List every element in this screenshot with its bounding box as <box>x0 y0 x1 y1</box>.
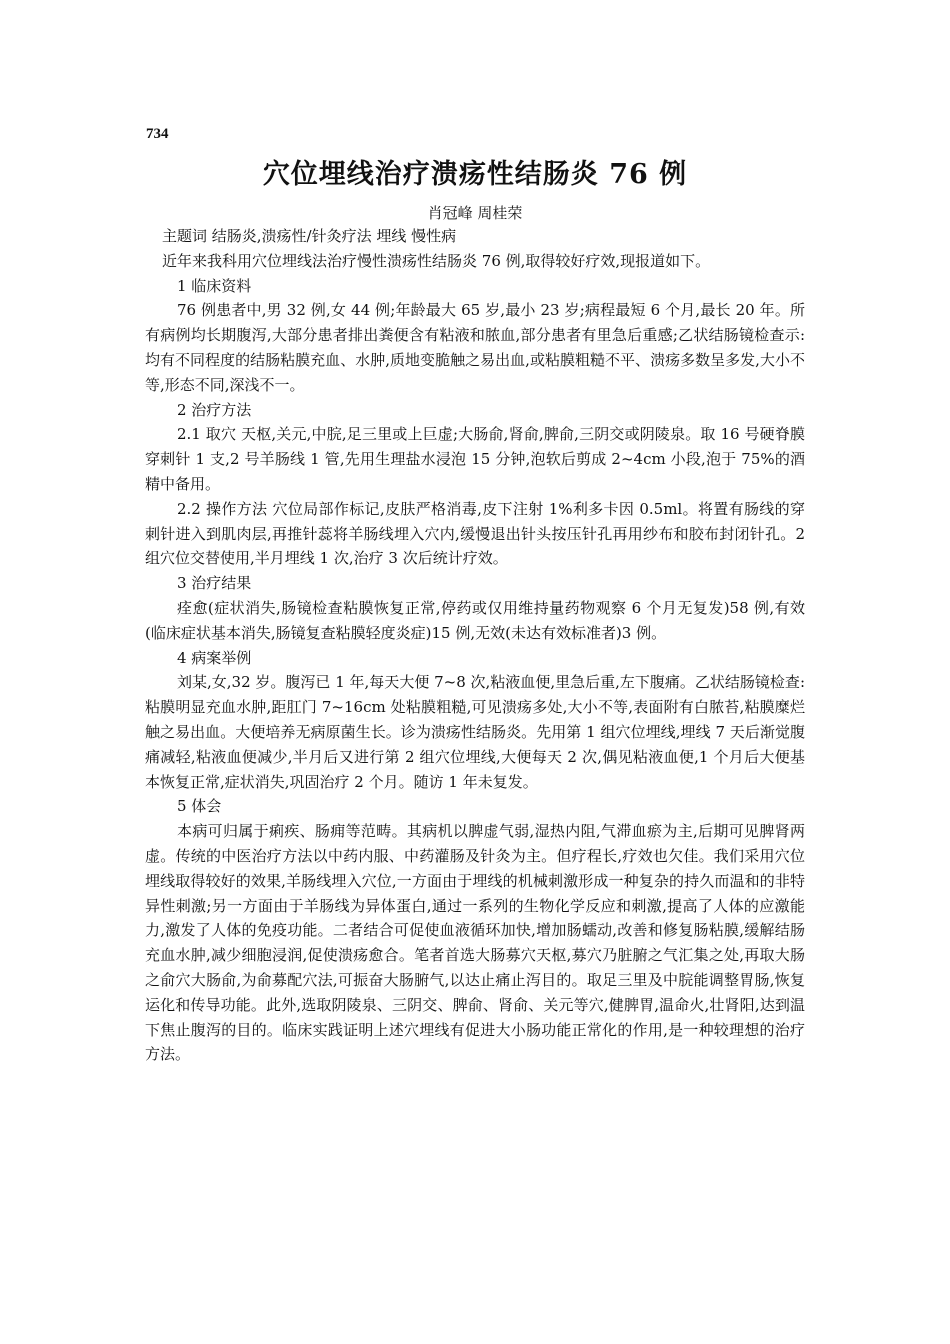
section-heading-clinical: 1 临床资料 <box>177 276 252 295</box>
section-heading-results: 3 治疗结果 <box>177 574 252 593</box>
keywords: 主题词 结肠炎,溃疡性/针灸疗法 埋线 慢性病 <box>162 227 457 245</box>
section-heading-case: 4 病案举例 <box>177 648 252 667</box>
section-heading-discussion: 5 体会 <box>177 797 222 816</box>
method-paragraph-acupoints: 2.1 取穴 天枢,关元,中脘,足三里或上巨虚;大肠俞,肾俞,脾俞,三阴交或阴陵泉。取 16 号硬脊膜穿刺针 1 支,2 号羊肠线 1 管,先用生理盐水浸泡 15 分钟,泡软后剪成 2~4cm 小段,泡于 75%的酒精中备用。 <box>145 425 805 493</box>
article-body <box>145 224 805 1067</box>
article-title: 穴位埋线治疗溃疡性结肠炎 76 例 <box>262 159 688 190</box>
method-paragraph-procedure: 2.2 操作方法 穴位局部作标记,皮肤严格消毒,皮下注射 1%利多卡因 0.5ml。将置有肠线的穿刺针进入到肌肉层,再推针蕊将羊肠线埋入穴内,缓慢退出针头按压针孔再用纱布和胶布封闭针孔。2 组穴位交替使用,半月埋线 1 次,治疗 3 次后统计疗效。 <box>145 499 805 568</box>
authors: 肖冠峰 周桂荣 <box>427 204 523 222</box>
results-paragraph: 痊愈(症状消失,肠镜检查粘膜恢复正常,停药或仅用维持量药物观察 6 个月无复发)58 例,有效(临床症状基本消失,肠镜复查粘膜轻度炎症)15 例,无效(未达有效标准者)3 例。 <box>145 598 805 642</box>
section-heading-method: 2 治疗方法 <box>177 400 252 419</box>
clinical-paragraph: 76 例患者中,男 32 例,女 44 例;年龄最大 65 岁,最小 23 岁;病程最短 6 个月,最长 20 年。所有病例均长期腹泻,大部分患者排出粪便含有粘液和脓血,部分患者有里急后重感;乙状结肠镜检查示:均有不同程度的结肠粘膜充血、水肿,质地变脆触之易出血,或粘膜粗糙不平、溃疡多数呈多发,大小不等,形态不同,深浅不一。 <box>145 301 805 394</box>
discussion-paragraph: 本病可归属于痢疾、肠痈等范畴。其病机以脾虚气弱,湿热内阻,气滞血瘀为主,后期可见脾肾两虚。传统的中医治疗方法以中药内服、中药灌肠及针灸为主。但疗程长,疗效也欠佳。我们采用穴位埋线取得较好的效果,羊肠线埋入穴位,一方面由于埋线的机械刺激形成一种复杂的持久而温和的非特异性刺激;另一方面由于羊肠线为异体蛋白,通过一系列的生物化学反应和刺激,提高了人体的应激能力,激发了人体的免疫功能。二者结合可促使血液循环加快,增加肠蠕动,改善和修复肠粘膜,缓解结肠充血水肿,减少细胞浸润,促使溃疡愈合。笔者首选大肠募穴天枢,募穴乃脏腑之气汇集之处,再取大肠之俞穴大肠俞,为俞募配穴法,可振奋大肠腑气,以达止痛止泻目的。取足三里及中脘能调整胃肠,恢复运化和传导功能。此外,选取阴陵泉、三阴交、脾俞、肾俞、关元等穴,健脾胃,温命火,壮肾阳,达到温下焦止腹泻的目的。临床实践证明上述穴埋线有促进大小肠功能正常化的作用,是一种较理想的治疗方法。 <box>145 822 805 1064</box>
case-paragraph: 刘某,女,32 岁。腹泻已 1 年,每天大便 7~8 次,粘液血便,里急后重,左下腹痛。乙状结肠镜检查:粘膜明显充血水肿,距肛门 7~16cm 处粘膜粗糙,可见溃疡多处,大小不等,表面附有白脓苔,粘膜糜烂触之易出血。大便培养无病原菌生长。诊为溃疡性结肠炎。先用第 1 组穴位埋线,埋线 7 天后渐觉腹痛减轻,粘液血便减少,半月后又进行第 2 组穴位埋线,大便每天 2 次,偶见粘液血便,1 个月后大便基本恢复正常,症状消失,巩固治疗 2 个月。随访 1 年未复发。 <box>145 673 805 791</box>
intro-paragraph: 近年来我科用穴位埋线法治疗慢性溃疡性结肠炎 76 例,取得较好疗效,现报道如下。 <box>162 251 711 270</box>
page-number: 734 <box>146 126 169 142</box>
